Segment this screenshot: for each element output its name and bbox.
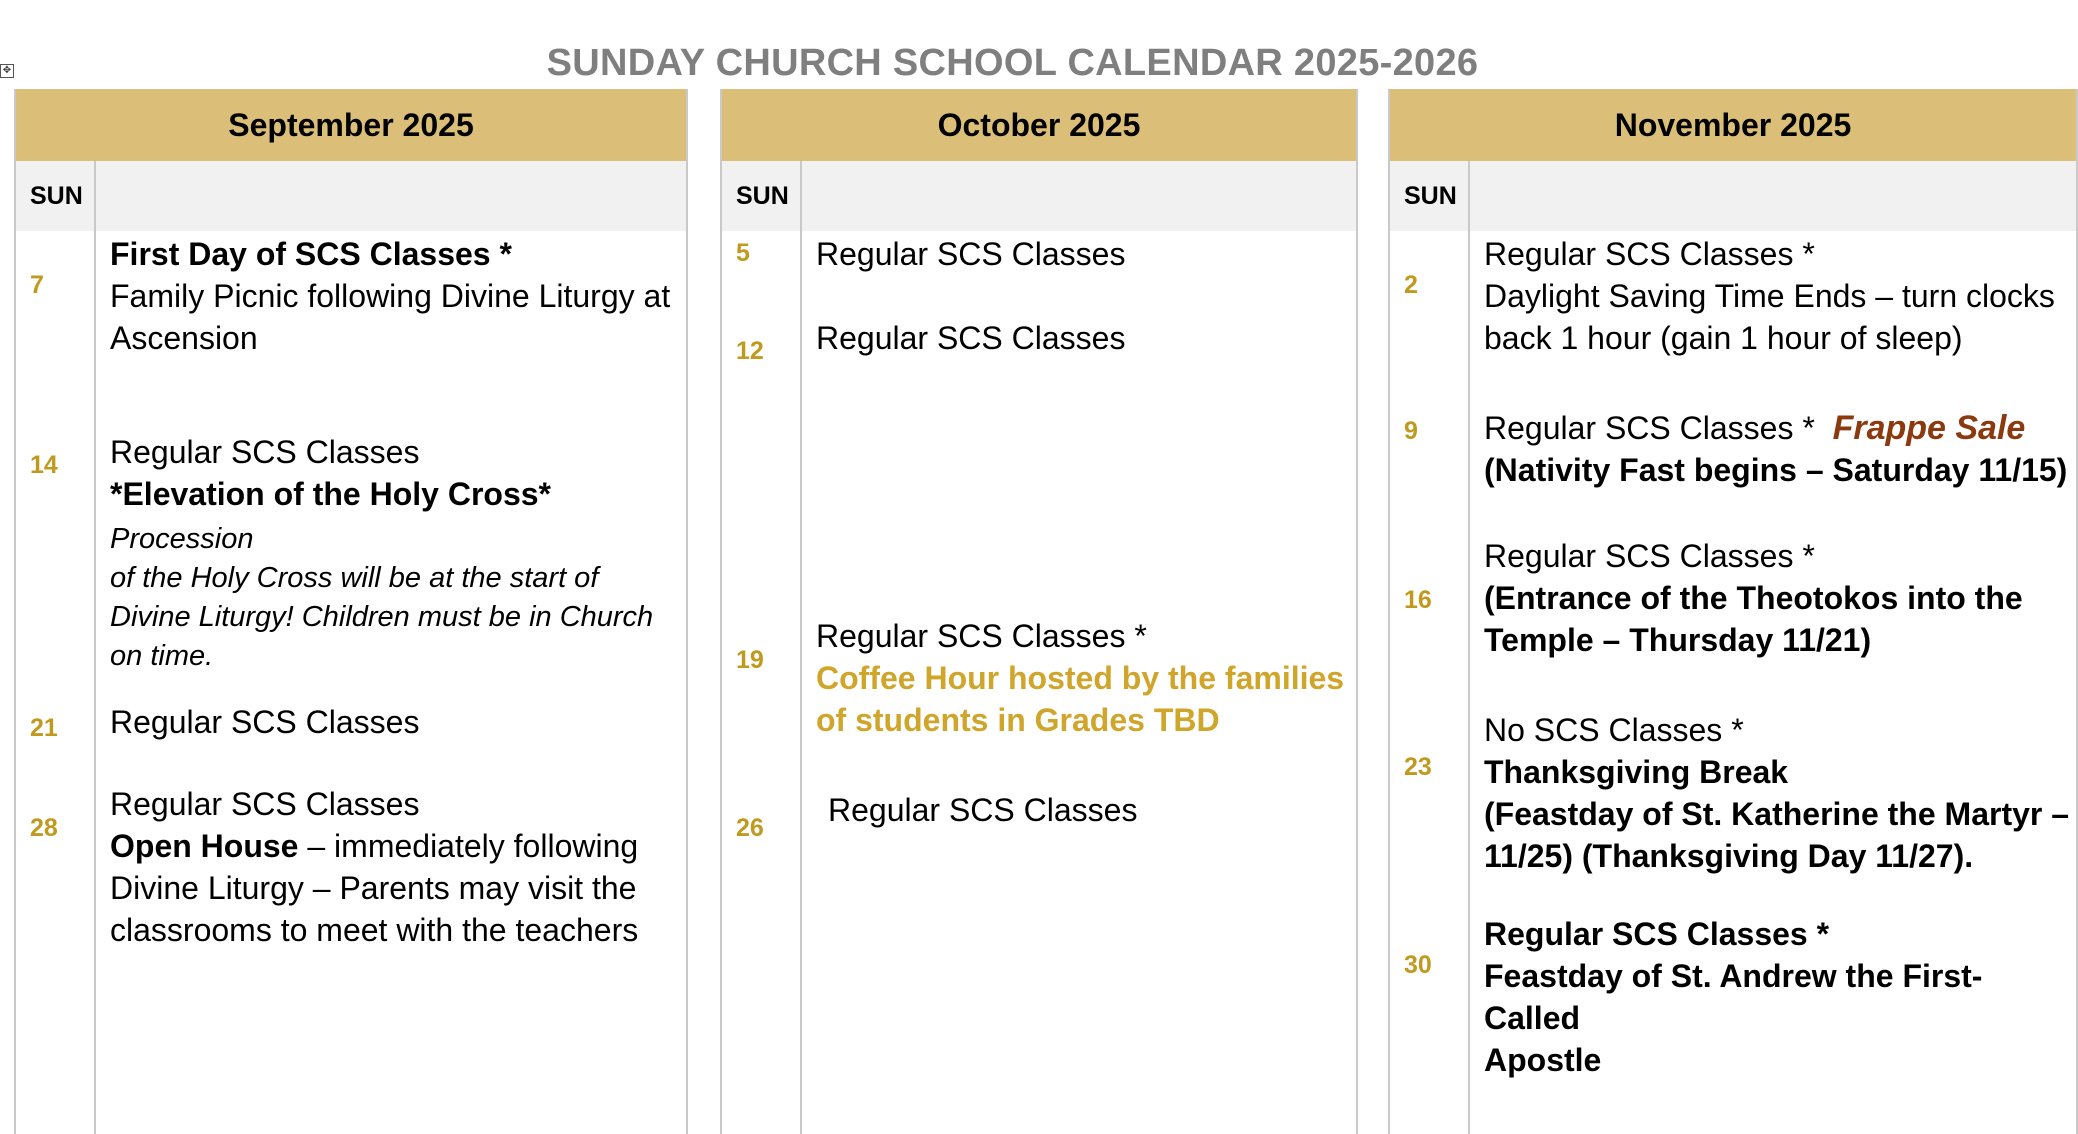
day-column-label: SUN — [736, 182, 789, 210]
event-oct-5 — [816, 233, 1346, 275]
month-header-october: October 2025 — [722, 89, 1356, 161]
event-line: Ascension — [110, 320, 258, 356]
event-nov-23 — [1484, 709, 2074, 877]
open-house-detail: – immediately following — [298, 828, 639, 864]
event-line: Coffee Hour hosted by the families — [816, 660, 1345, 696]
subheader-october — [722, 161, 1356, 231]
column-divider — [94, 161, 96, 1134]
day-number-12: 12 — [736, 337, 764, 365]
event-line: back 1 hour (gain 1 hour of sleep) — [1484, 320, 1963, 356]
event-line: Regular SCS Classes — [816, 236, 1126, 272]
day-number-26: 26 — [736, 814, 764, 842]
month-header-september: September 2025 — [16, 89, 686, 161]
event-line: Temple – Thursday 11/21) — [1484, 622, 1872, 658]
event-line: Thanksgiving Break — [1484, 754, 1789, 790]
day-number-5: 5 — [736, 239, 750, 267]
event-line: Regular SCS Classes * — [1484, 538, 1815, 574]
calendar-title: SUNDAY CHURCH SCHOOL CALENDAR 2025-2026 — [546, 42, 1479, 84]
event-nov-16 — [1484, 535, 2074, 661]
event-line: Regular SCS Classes — [816, 320, 1126, 356]
event-sep-21 — [110, 701, 680, 743]
event-line: Regular SCS Classes * — [816, 618, 1147, 654]
elevation-holy-cross-text: *Elevation of the Holy Cross* — [110, 476, 551, 512]
day-number-21: 21 — [30, 714, 58, 742]
day-number-30: 30 — [1404, 951, 1432, 979]
event-line: Regular SCS Classes — [828, 792, 1138, 828]
month-header-november: November 2025 — [1390, 89, 2076, 161]
event-line: Daylight Saving Time Ends – turn clocks — [1484, 278, 2055, 314]
event-line: Divine Liturgy – Parents may visit the — [110, 870, 637, 906]
regular-classes-text: Regular SCS Classes * — [1484, 410, 1815, 446]
event-sep-28 — [110, 783, 680, 951]
day-column-label: SUN — [30, 182, 83, 210]
frappe-sale-text: Frappe Sale — [1832, 409, 2026, 447]
procession-text: Procession — [110, 523, 254, 555]
event-line: (Feastday of St. Katherine the Martyr – — [1484, 796, 2070, 832]
column-divider — [800, 161, 802, 1134]
event-line: First Day of SCS Classes * — [110, 236, 512, 272]
event-line: on time. — [110, 640, 214, 672]
event-nov-2 — [1484, 233, 2074, 359]
event-line: Family Picnic following Divine Liturgy at — [110, 278, 671, 314]
event-oct-26 — [828, 789, 1348, 831]
month-october — [720, 89, 1358, 1134]
event-line: (Nativity Fast begins – Saturday 11/15) — [1484, 452, 2068, 488]
day-number-19: 19 — [736, 646, 764, 674]
event-sep-14 — [110, 431, 690, 676]
day-number-16: 16 — [1404, 586, 1432, 614]
event-line — [110, 473, 690, 559]
event-line: Regular SCS Classes — [110, 786, 420, 822]
event-sep-7 — [110, 233, 680, 359]
event-line: of students in Grades TBD — [816, 702, 1220, 738]
event-line: Regular SCS Classes * — [1484, 916, 1830, 952]
day-column-label: SUN — [1404, 182, 1457, 210]
event-line: Regular SCS Classes — [110, 704, 420, 740]
day-number-7: 7 — [30, 271, 44, 299]
day-number-23: 23 — [1404, 753, 1432, 781]
event-nov-9 — [1484, 407, 2074, 491]
event-line: Apostle — [1484, 1042, 1602, 1078]
event-oct-19 — [816, 615, 1346, 741]
day-number-14: 14 — [30, 451, 58, 479]
month-september — [14, 89, 688, 1134]
event-line: of the Holy Cross will be at the start of — [110, 562, 599, 594]
event-nov-30 — [1484, 913, 2074, 1081]
event-line: classrooms to meet with the teachers — [110, 912, 639, 948]
event-line — [1484, 407, 2074, 449]
event-line: 11/25) (Thanksgiving Day 11/27). — [1484, 838, 1974, 874]
month-november — [1388, 89, 2078, 1134]
event-line: No SCS Classes * — [1484, 712, 1744, 748]
open-house-text: Open House — [110, 828, 299, 864]
event-oct-12 — [816, 317, 1346, 359]
table-move-handle-icon[interactable]: ✥ — [0, 64, 14, 78]
subheader-september — [16, 161, 686, 231]
event-line: Regular SCS Classes — [110, 434, 420, 470]
event-line — [110, 825, 680, 867]
day-number-9: 9 — [1404, 417, 1418, 445]
column-divider — [1468, 161, 1470, 1134]
event-line: Regular SCS Classes * — [1484, 236, 1815, 272]
day-number-28: 28 — [30, 814, 58, 842]
event-line: Feastday of St. Andrew the First-Called — [1484, 958, 1983, 1036]
day-number-2: 2 — [1404, 271, 1418, 299]
event-line: Divine Liturgy! Children must be in Church — [110, 601, 654, 633]
subheader-november — [1390, 161, 2076, 231]
event-line: (Entrance of the Theotokos into the — [1484, 580, 2023, 616]
